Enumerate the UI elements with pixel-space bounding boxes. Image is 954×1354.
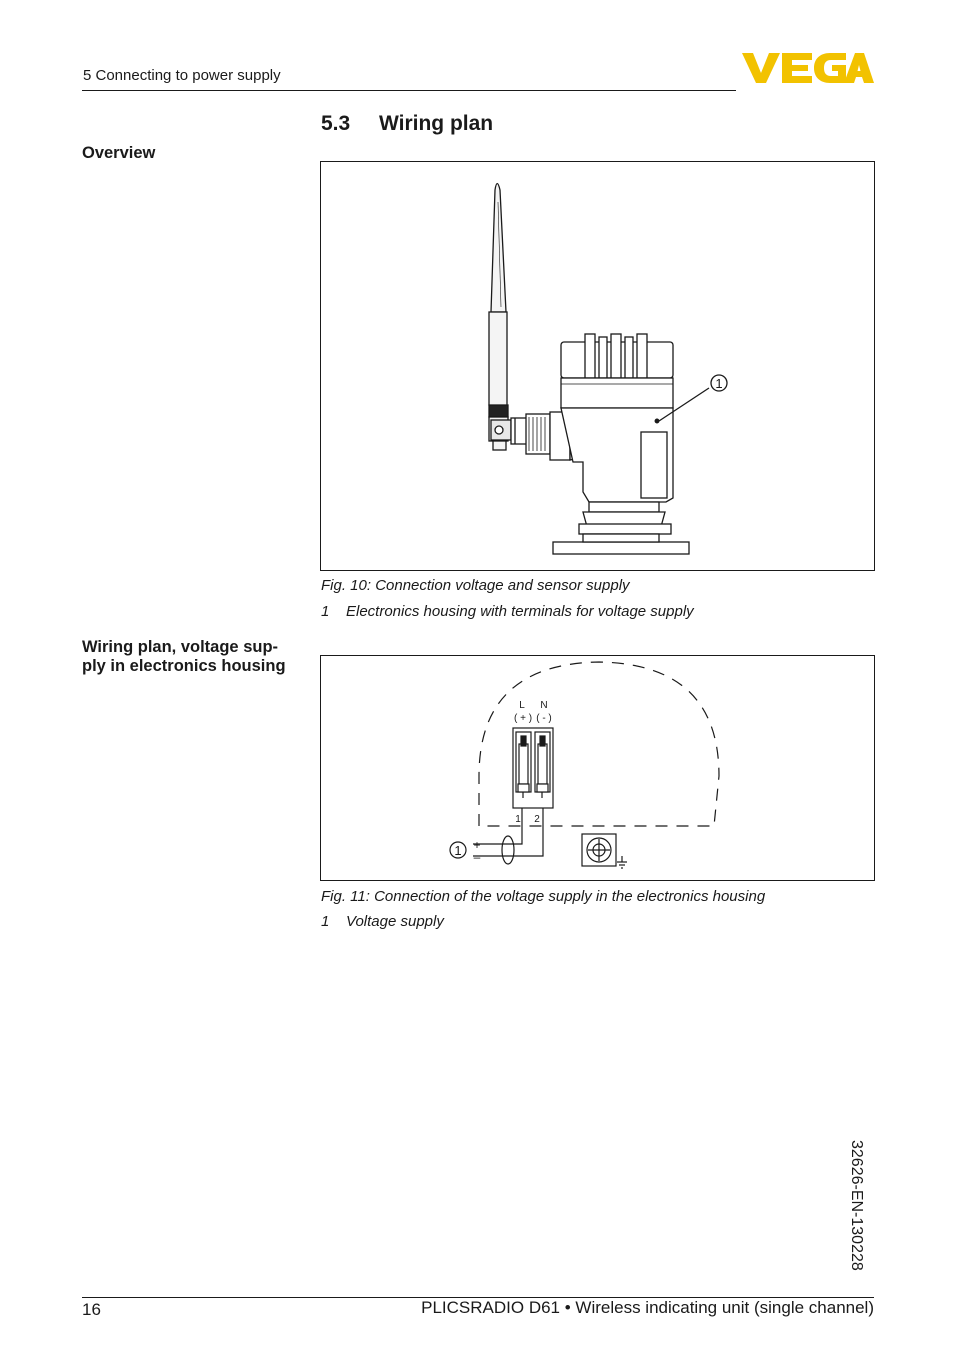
label-l: L (519, 700, 525, 711)
chapter-header: 5 Connecting to power supply (83, 67, 281, 84)
section-title-text: Wiring plan (379, 112, 494, 135)
figure-11-box (320, 655, 875, 881)
wiring-heading-line-2: ply in electronics housing (82, 657, 286, 675)
label-plus: ( + ) (513, 713, 533, 724)
legend-text: Electronics housing with terminals for voltage supply (346, 603, 694, 620)
footer-title: PLICSRADIO D61 • Wireless indicating unit (single channel) (421, 1298, 874, 1317)
figure-10-legend-item (321, 603, 694, 620)
legend-number: 1 (321, 603, 330, 620)
figure-11-caption: Fig. 11: Connection of the voltage supply in the electronics housing (321, 888, 766, 905)
callout-number: 1 (715, 376, 723, 391)
label-minus: ( - ) (536, 713, 552, 724)
device-illustration (321, 162, 874, 570)
legend-text: Voltage supply (346, 913, 444, 930)
overview-heading: Overview (82, 144, 156, 162)
figure-11-legend-item (321, 913, 444, 930)
wire-minus-label: – (473, 850, 481, 864)
terminal-2-label: 2 (534, 814, 540, 825)
section-title (321, 112, 493, 136)
header-rule (82, 90, 736, 91)
figure-10-caption: Fig. 10: Connection voltage and sensor supply (321, 577, 630, 594)
wiring-heading-line-1: Wiring plan, voltage sup- (82, 638, 279, 656)
label-n: N (540, 700, 548, 711)
document-code: 32626-EN-130228 (848, 1140, 865, 1271)
section-number: 5.3 (321, 112, 351, 135)
legend-number: 1 (321, 913, 330, 930)
vega-logo (742, 50, 874, 86)
wiring-heading (82, 638, 286, 676)
wiring-diagram (321, 656, 874, 880)
callout-number: 1 (454, 843, 462, 858)
terminal-1-label: 1 (515, 814, 521, 825)
wire-plus-label: + (473, 838, 481, 852)
page-number: 16 (82, 1300, 101, 1319)
figure-10-box (320, 161, 875, 571)
